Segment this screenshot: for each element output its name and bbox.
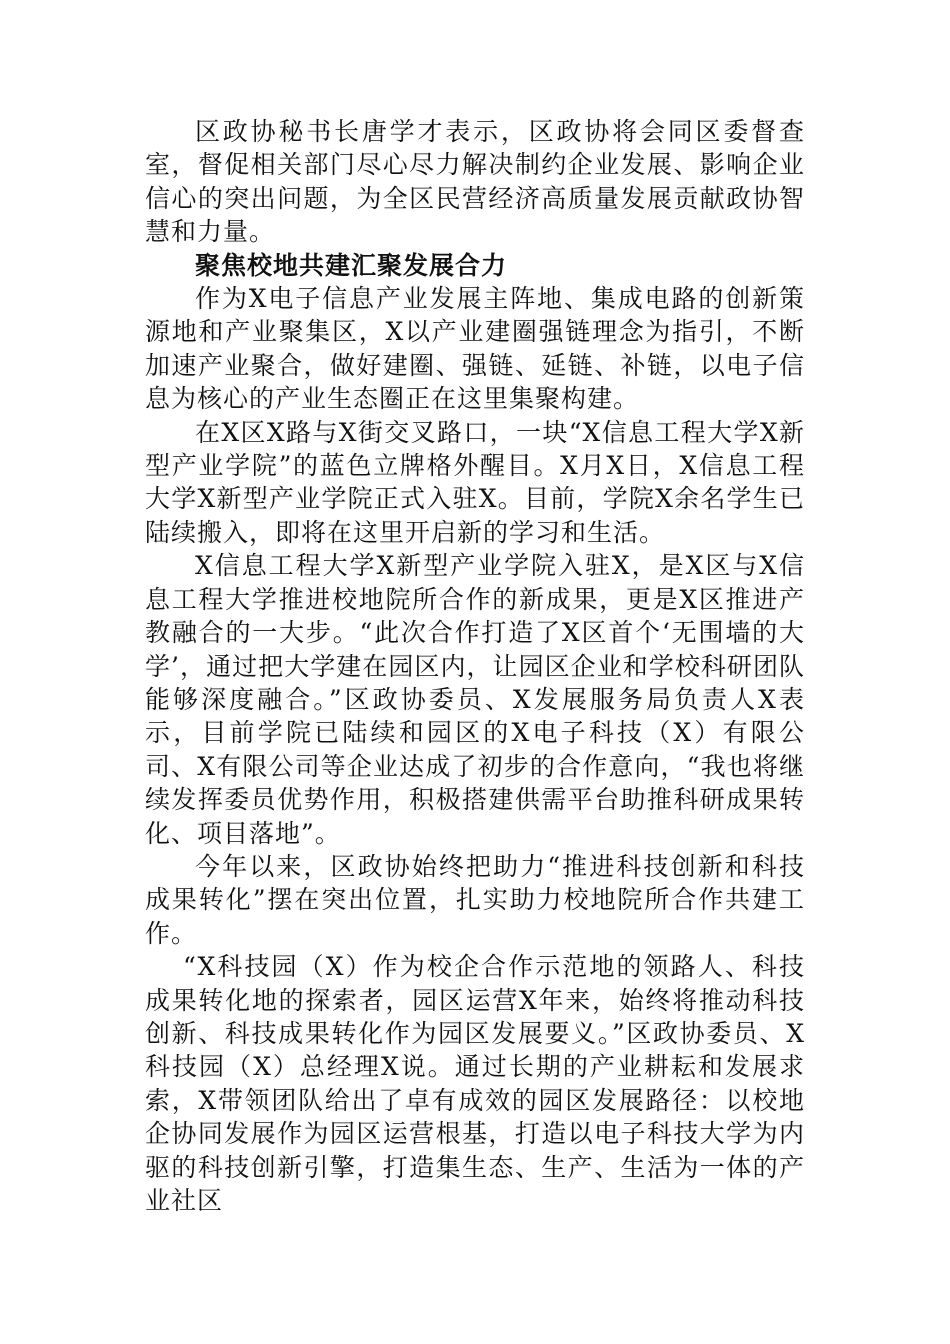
paragraph-3: 在X区X路与X街交叉路口，一块“X信息工程大学X新型产业学院”的蓝色立牌格外醒目。X月X日，X信息工程大学X新型产业学院正式入驻X。目前，学院X余名学生已陆续搬入，即将在这里开启新的学习和生活。 <box>145 417 805 547</box>
paragraph-5: 今年以来，区政协始终把助力“推进科技创新和科技成果转化”摆在突出位置，扎实助力校地院所合作共建工作。 <box>145 851 805 948</box>
paragraph-2: 作为X电子信息产业发展主阵地、集成电路的创新策源地和产业聚集区，X以产业建圈强链理念为指引，不断加速产业聚合，做好建圈、强链、延链、补链，以电子信息为核心的产业生态圈正在这里集聚构建。 <box>145 284 805 414</box>
paragraph-1: 区政协秘书长唐学才表示，区政协将会同区委督查室，督促相关部门尽心尽力解决制约企业发展、影响企业信心的突出问题，为全区民营经济高质量发展贡献政协智慧和力量。 <box>145 117 805 247</box>
section-heading: 聚焦校地共建汇聚发展合力 <box>195 250 508 280</box>
paragraph-6: “X科技园（X）作为校企合作示范地的领路人、科技成果转化地的探索者，园区运营X年来，始终将推动科技创新、科技成果转化作为园区发展要义。”区政协委员、X科技园（X）总经理X说。通过长期的产业耕耘和发展求索，X带领团队给出了卓有成效的园区发展路径：以校地企协同发展作为园区运营根基，打造以电子科技大学为内驱的科技创新引擎，打造集生态、生产、生活为一体的产业社区 <box>145 952 805 1215</box>
paragraph-4: X信息工程大学X新型产业学院入驻X，是X区与X信息工程大学推进校地院所合作的新成果，更是X区推进产教融合的一大步。“此次合作打造了X区首个‘无围墙的大学’，通过把大学建在园区内，让园区企业和学校科研团队能够深度融合。”区政协委员、X发展服务局负责人X表示，目前学院已陆续和园区的X电子科技（X）有限公司、X有限公司等企业达成了初步的合作意向，“我也将继续发挥委员优势作用，积极搭建供需平台助推科研成果转化、项目落地”。 <box>145 551 805 848</box>
document-page <box>145 115 805 1217</box>
